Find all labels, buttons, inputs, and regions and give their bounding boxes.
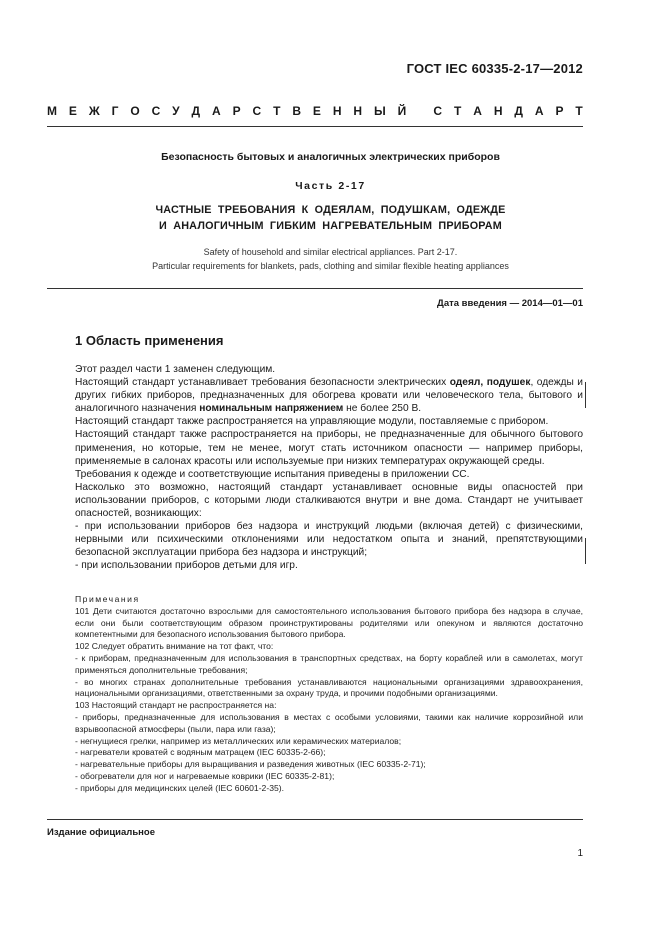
heading-letter: Е	[68, 104, 77, 118]
part-title: Часть 2-17	[295, 180, 366, 192]
heading-letter: Н	[493, 104, 503, 118]
heading-letter: Е	[312, 104, 321, 118]
paragraph-4: Настоящий стандарт также распространяется на приборы, не предназначенные для обычного бытового применения, но которые, тем не менее, могут стать источником опасности — например приборы, применяемые в салонах красоты или используемые при низких температурах окружающей среды.	[75, 429, 583, 467]
standard-number: ГОСТ IEC 60335-2-17—2012	[406, 61, 583, 76]
page-number: 1	[577, 848, 583, 859]
change-bar	[585, 538, 586, 564]
heading-letter: А	[211, 104, 221, 118]
heading-letter: Ж	[88, 104, 100, 118]
heading-letter: В	[292, 104, 301, 118]
heading-letter: Г	[111, 104, 119, 118]
paragraph-5: Требования к одежде и соответствующие испытания приведены в приложении СС.	[75, 468, 470, 480]
note-103: 103 Настоящий стандарт не распространяется на:	[75, 700, 277, 711]
specific-title-line1: ЧАСТНЫЕ ТРЕБОВАНИЯ К ОДЕЯЛАМ, ПОДУШКАМ, ОДЕЖДЕ	[155, 204, 506, 216]
date-rule	[47, 288, 583, 289]
heading-letter: О	[130, 104, 140, 118]
heading-letter: Н	[353, 104, 363, 118]
heading-letter: Д	[191, 104, 201, 118]
change-bar	[585, 382, 586, 408]
interstate-standard-heading	[47, 104, 583, 118]
heading-letter: Р	[555, 104, 564, 118]
general-title: Безопасность бытовых и аналогичных электрических приборов	[161, 151, 500, 163]
note-101: 101 Дети считаются достаточно взрослыми для самостоятельного использования бытового прибора без надзора в случае, если они были соответствующим образом проинструктированы родителями или опекуном и являются достаточно компетентными для безопасного использования бытового прибора.	[75, 605, 583, 640]
list-item: - приборы, предназначенные для использования в местах с особыми условиями, такими как наличие коррозийной или взрывоопасной атмосферы (пыли, пара или газа);	[75, 711, 583, 734]
paragraph-6: Насколько это возможно, настоящий стандарт устанавливает основные виды опасностей при использовании приборов, с которыми люди сталкиваются внутри и вне дома. Стандарт не учитывает опасностей, возникающих:	[75, 481, 583, 520]
heading-letter: С	[433, 104, 443, 118]
heading-letter: Ы	[373, 104, 386, 118]
section-body	[75, 363, 583, 573]
list-item: - при использовании приборов детьми для игр.	[75, 560, 298, 572]
heading-letter: Т	[453, 104, 462, 118]
heading-letter: Й	[397, 104, 407, 118]
heading-letter: С	[151, 104, 161, 118]
heading-letter: А	[534, 104, 544, 118]
heading-letter: А	[473, 104, 482, 118]
heading-letter: Т	[575, 104, 583, 118]
heading-letter: Т	[273, 104, 281, 118]
list-item: - нагреватели кроватей с водяным матрацем (IEC 60335-2-66);	[75, 747, 326, 758]
official-edition-label: Издание официальное	[47, 827, 155, 838]
english-title-line1: Safety of household and similar electrical appliances. Part 2-17.	[203, 247, 458, 257]
list-item: - при использовании приборов без надзора и инструкций людьми (включая детей) с физическими, нервными или психическими отклонениями или недостатком опыта и знаний, препятствующими безопасной эксплуатации прибора без надзора и инструкций;	[75, 521, 583, 559]
paragraph-3: Настоящий стандарт также распространяется на управляющие модули, поставляемые с прибором.	[75, 416, 549, 428]
heading-letter: М	[47, 104, 57, 118]
paragraph-2: Настоящий стандарт устанавливает требования безопасности электрических одеял, подушек, одежды и других гибких приборов, предназначенных для обогрева кровати или человеческого тела, бытового и аналогичного назначения номинальным напряжением не более 250 В.	[75, 377, 583, 415]
header-rule	[47, 126, 583, 127]
list-item: - нагревательные приборы для выращивания и разведения животных (IEC 60335-2-71);	[75, 759, 426, 770]
footer-rule	[47, 819, 583, 820]
paragraph-1: Этот раздел части 1 заменен следующим.	[75, 364, 276, 375]
list-item: - обогреватели для ног и нагреваемые коврики (IEC 60335-2-81);	[75, 770, 335, 781]
english-title-line2: Particular requirements for blankets, pads, clothing and similar flexible heating appliances	[152, 261, 509, 271]
heading-letter: У	[172, 104, 180, 118]
list-item: - во многих странах дополнительные требования устанавливаются национальными организациями здравоохранения, национальными организациями, ответственными за охрану труда, и прочими подобными организациями.	[75, 676, 583, 699]
notes-heading: Примечания	[75, 594, 140, 604]
list-item: - к приборам, предназначенным для использования в транспортных средствах, на борту кораблей или в самолетах, могут применяться дополнительные требования;	[75, 652, 583, 675]
note-102: 102 Следует обратить внимание на тот факт, что:	[75, 641, 274, 652]
introduction-date: Дата введения — 2014—01—01	[437, 298, 583, 309]
heading-letter: Р	[232, 104, 241, 118]
list-item: - приборы для медицинских целей (IEC 60601-2-35).	[75, 782, 285, 793]
specific-title-line2: И АНАЛОГИЧНЫМ ГИБКИМ НАГРЕВАТЕЛЬНЫМ ПРИБОРАМ	[159, 220, 502, 232]
notes-block	[75, 594, 583, 795]
heading-letter: С	[252, 104, 262, 118]
section-title: 1 Область применения	[75, 333, 224, 348]
list-item: - негнущиеся грелки, например из металлических или керамических материалов;	[75, 735, 402, 746]
heading-letter: Н	[332, 104, 342, 118]
heading-letter: Д	[514, 104, 523, 118]
heading-letter	[418, 104, 421, 118]
